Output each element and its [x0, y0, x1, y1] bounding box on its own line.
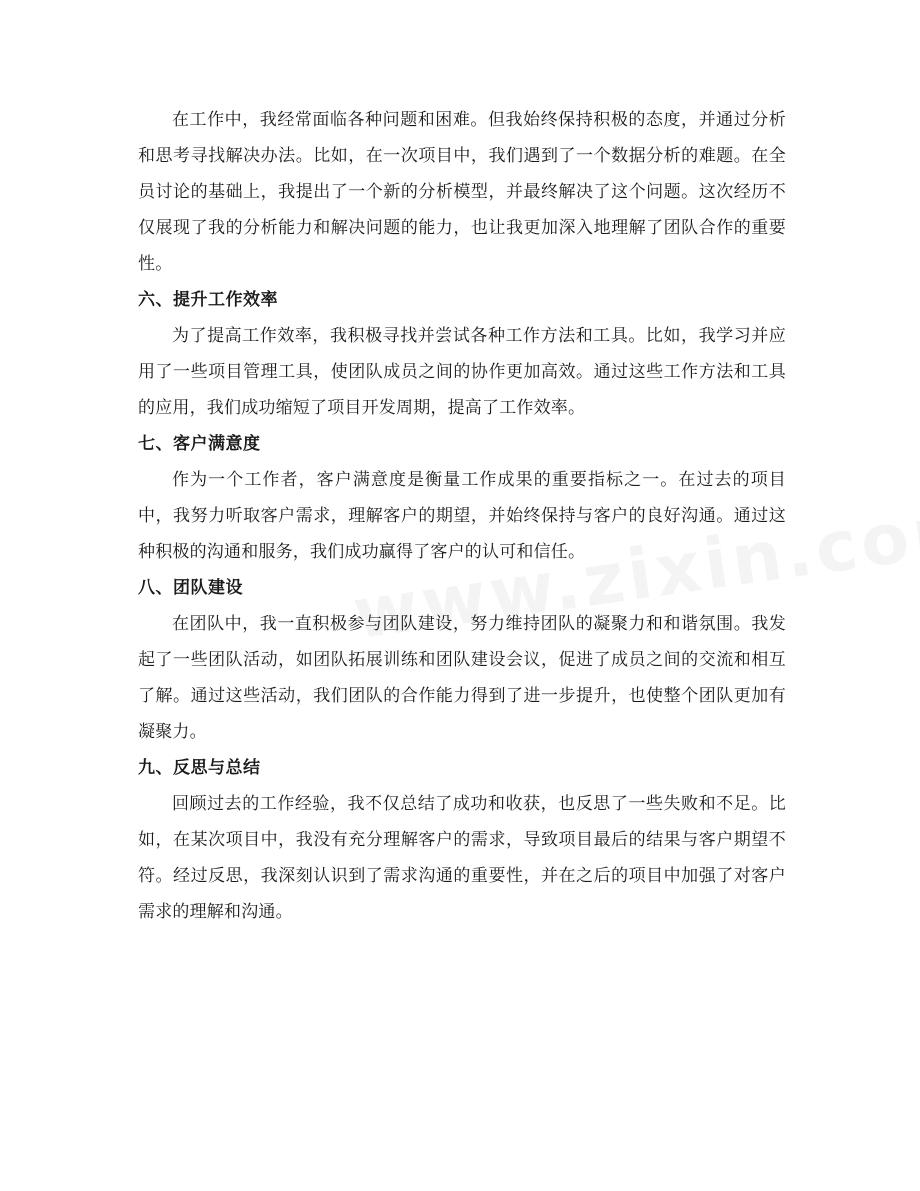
document-body — [138, 102, 786, 930]
paragraph-problem-solving: 在工作中，我经常面临各种问题和困难。但我始终保持积极的态度，并通过分析和思考寻找解决办法。比如，在一次项目中，我们遇到了一个数据分析的难题。在全员讨论的基础上，我提出了一个新的分析模型，并最终解决了这个问题。这次经历不仅展现了我的分析能力和解决问题的能力，也让我更加深入地理解了团队合作的重要性。 — [138, 110, 786, 274]
heading-customer-satisfaction: 七、客户满意度 — [138, 434, 261, 454]
heading-work-efficiency: 六、提升工作效率 — [138, 290, 278, 310]
heading-team-building: 八、团队建设 — [138, 578, 243, 598]
paragraph-work-efficiency: 为了提高工作效率，我积极寻找并尝试各种工作方法和工具。比如，我学习并应用了一些项目管理工具，使团队成员之间的协作更加高效。通过这些工作方法和工具的应用，我们成功缩短了项目开发周期，提高了工作效率。 — [138, 326, 786, 418]
heading-reflection-summary: 九、反思与总结 — [138, 758, 261, 778]
paragraph-team-building: 在团队中，我一直积极参与团队建设，努力维持团队的凝聚力和和谐氛围。我发起了一些团队活动，如团队拓展训练和团队建设会议，促进了成员之间的交流和相互了解。通过这些活动，我们团队的合作能力得到了进一步提升，也使整个团队更加有凝聚力。 — [138, 614, 786, 742]
paragraph-customer-satisfaction: 作为一个工作者，客户满意度是衡量工作成果的重要指标之一。在过去的项目中，我努力听取客户需求，理解客户的期望，并始终保持与客户的良好沟通。通过这种积极的沟通和服务，我们成功赢得了客户的认可和信任。 — [138, 470, 786, 562]
paragraph-reflection-summary: 回顾过去的工作经验，我不仅总结了成功和收获，也反思了一些失败和不足。比如，在某次项目中，我没有充分理解客户的需求，导致项目最后的结果与客户期望不符。经过反思，我深刻认识到了需求沟通的重要性，并在之后的项目中加强了对客户需求的理解和沟通。 — [138, 794, 786, 922]
